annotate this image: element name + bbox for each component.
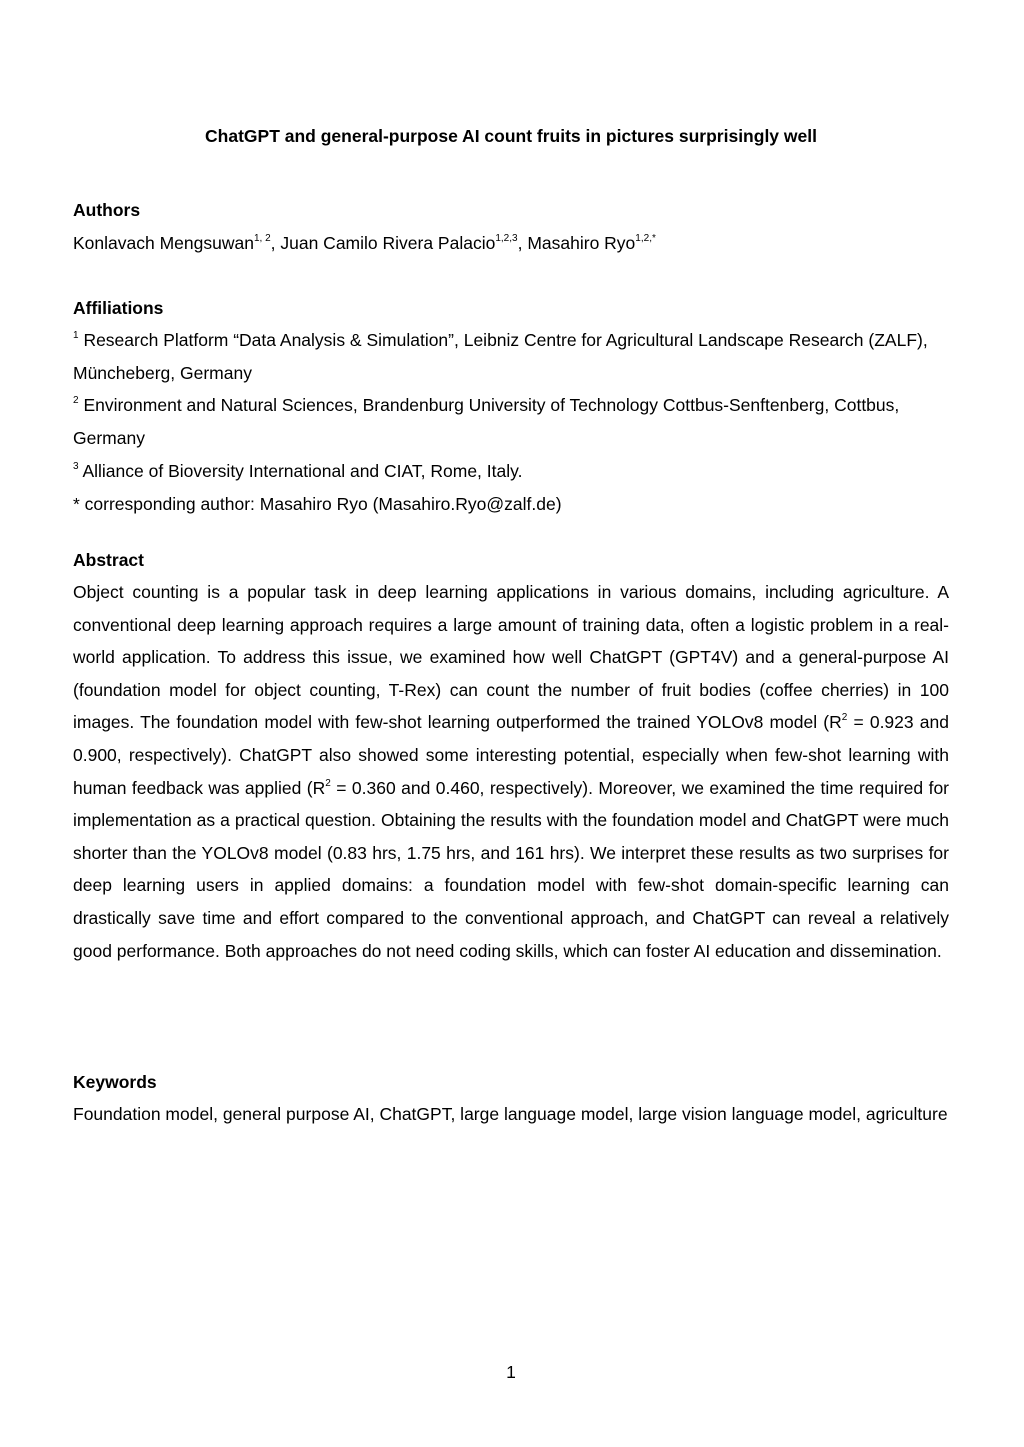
superscript: 2 [325,777,331,789]
superscript: 2 [841,712,848,724]
abstract-text-part: Object counting is a popular task in deep learning applications in various domains, including agriculture. A conventional deep learning approach requires a large amount of training data, often a logistic problem in a real-world application. To address this issue, we examined how well ChatGPT (GPT4V) and a general-purpose AI (foundation model for object counting, T-Rex) can count the number of fruit bodies (coffee cherries) in 100 images. The foundation model with few-shot learning outperformed the trained YOLOv8 model (R [73,582,949,733]
affiliation-number: 3 [73,461,79,473]
affiliation-text: Environment and Natural Sciences, Brandenburg University of Technology Cottbus-Senftenberg, Cottbus, Germany [73,395,900,448]
corresponding-author: * corresponding author: Masahiro Ryo (Masahiro.Ryo@zalf.de) [73,493,562,514]
abstract-heading: Abstract [73,550,144,570]
affiliations-section [73,296,949,521]
affiliation-2 [73,389,949,454]
abstract-text-part: = 0.923 and 0.900, respectively). ChatGPT also showed some interesting potential, especially when few-shot learning with human feedback was applied (R [73,712,949,798]
author-affiliation-sup: 1, 2 [253,233,271,244]
keywords-section [73,1070,949,1131]
affiliation-number: 1 [73,330,79,341]
keywords-heading: Keywords [73,1072,157,1092]
author-affiliation-sup: 1,2,* [635,233,656,244]
abstract-text-part: = 0.360 and 0.460, respectively). Moreover, we examined the time required for implementation as a practical question. Obtaining the results with the foundation model and ChatGPT were much shorter than the YOLOv8 model (0.83 hrs, 1.75 hrs, and 161 hrs). We interpret these results as two surprises for deep learning users in applied domains: a foundation model with few-shot domain-specific learning can drastically save time and effort compared to the conventional approach, and ChatGPT can reveal a relatively good performance. Both approaches do not need coding skills, which can foster AI education and dissemination. [73,777,950,961]
affiliations-heading: Affiliations [73,298,164,318]
affiliation-text: Alliance of Bioversity International and CIAT, Rome, Italy. [82,461,523,482]
abstract-section [73,548,949,967]
author-separator: , [270,233,281,253]
paper-page [73,0,949,1447]
author-name: Konlavach Mengsuwan [73,233,254,253]
author-name: Juan Camilo Rivera Palacio [280,233,496,253]
page-number: 1 [506,1362,516,1382]
author-affiliation-sup: 1,2,3 [495,233,518,244]
affiliation-3 [73,455,949,488]
authors-heading: Authors [73,200,141,220]
author-separator: , [517,233,528,253]
affiliation-1 [73,324,949,389]
keywords-text: Foundation model, general purpose AI, ChatGPT, large language model, large vision language model, agriculture [73,1104,948,1124]
author-name: Masahiro Ryo [527,233,636,253]
abstract-text [73,576,949,967]
authors-section [73,198,949,255]
affiliation-text: Research Platform “Data Analysis & Simulation”, Leibniz Centre for Agricultural Landscape Research (ZALF), Müncheberg, Germany [73,330,928,383]
author-list [73,231,949,255]
paper-title: ChatGPT and general-purpose AI count fruits in pictures surprisingly well [205,126,817,146]
affiliation-number: 2 [73,395,79,407]
